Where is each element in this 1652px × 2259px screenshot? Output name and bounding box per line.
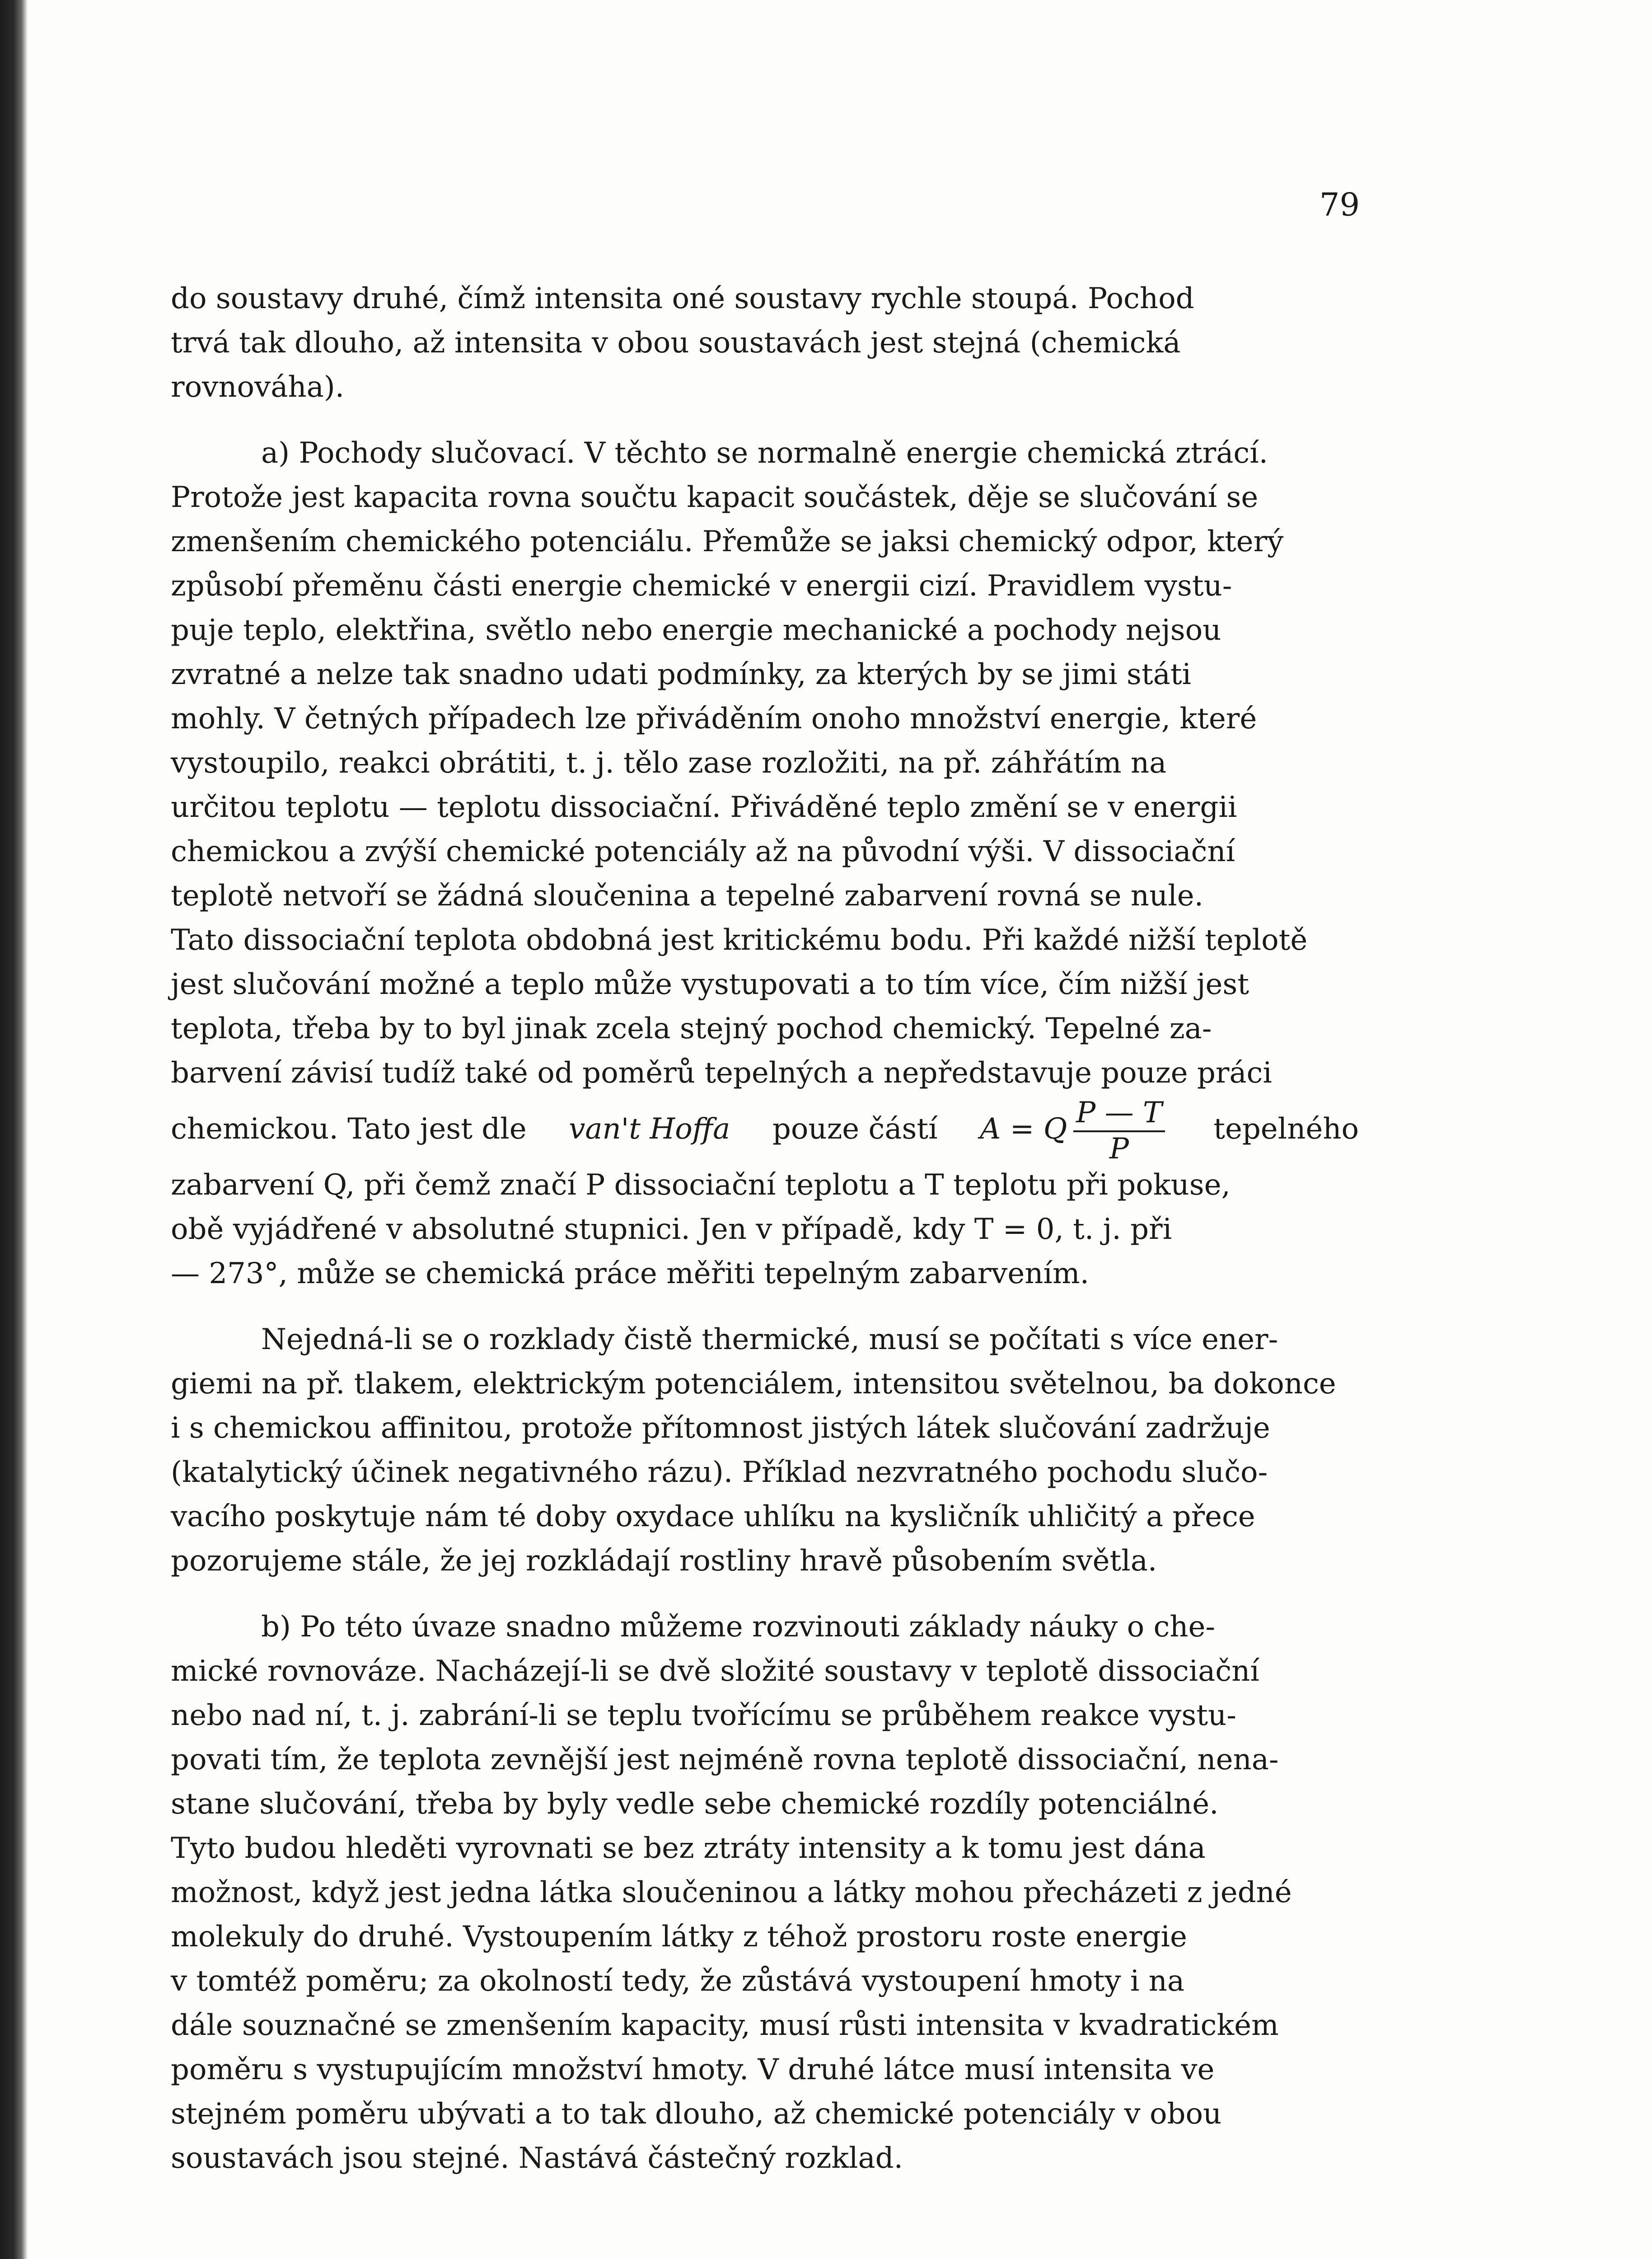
text-line: molekuly do druhé. Vystoupením látky z téhož prostoru roste energie: [171, 1920, 1187, 1954]
paragraph-gap: [171, 1296, 1359, 1317]
text-line: (katalytický účinek negativného rázu). Příklad nezvratného pochodu slučo-: [171, 1456, 1268, 1489]
text-line: dále souznačné se zmenšením kapacity, musí růsti intensita v kvadratickém: [171, 2009, 1279, 2042]
text-line: stane slučování, třeba by byly vedle sebe chemické rozdíly potenciálné.: [171, 1787, 1219, 1821]
paragraph: [171, 277, 1359, 409]
text-line: teplota, třeba by to byl jinak zcela stejný pochod chemický. Tepelné za-: [171, 1012, 1212, 1045]
page-number: 79: [1319, 186, 1360, 223]
text-line: i s chemickou affinitou, protože přítomnost jistých látek slučování zadržuje: [171, 1411, 1270, 1445]
text-line: zvratné a nelze tak snadno udati podmínky, za kterých by se jimi státi: [171, 658, 1191, 691]
fraction-numerator: P — T: [1073, 1098, 1165, 1132]
text-line: vacího poskytuje nám té doby oxydace uhlíku na kysličník uhličitý a přece: [171, 1500, 1255, 1533]
text-line: — 273°, může se chemická práce měřiti tepelným zabarvením.: [171, 1257, 1089, 1290]
text-line: jest slučování možné a teplo může vystupovati a to tím více, čím nižší jest: [171, 968, 1249, 1001]
text-line: mické rovnováze. Nacházejí-li se dvě složité soustavy v teplotě dissociační: [171, 1654, 1259, 1688]
text-line: Tato dissociační teplota obdobná jest kritickému bodu. Při každé nižší teplotě: [171, 923, 1308, 957]
text-line: b) Po této úvaze snadno můžeme rozvinouti základy náuky o che-: [261, 1610, 1215, 1644]
text-line: rovnováha).: [171, 370, 345, 404]
formula-line: [171, 1095, 1359, 1166]
text-line: povati tím, že teplota zevnější jest nejméně rovna teplotě dissociační, nena-: [171, 1743, 1279, 1776]
scan-left-edge: [0, 0, 28, 2259]
formula: [980, 1095, 1171, 1166]
paragraph: [171, 1605, 1359, 2180]
text-line: určitou teplotu — teplotu dissociační. Přiváděné teplo změní se v energii: [171, 791, 1237, 824]
text-line: chemickou a zvýší chemické potenciály až na původní výši. V dissociační: [171, 835, 1235, 868]
formula-lhs: A = Q: [980, 1112, 1067, 1146]
formula-fraction: [1073, 1098, 1165, 1164]
text-line: barvení závisí tudíž také od poměrů tepelných a nepředstavuje pouze práci: [171, 1056, 1272, 1090]
text-line: zmenšením chemického potenciálu. Přemůže se jaksi chemický odpor, který: [171, 525, 1284, 558]
text-line: poměru s vystupujícím množství hmoty. V druhé látce musí intensita ve: [171, 2053, 1215, 2086]
formula-text-after: tepelného: [1213, 1112, 1359, 1146]
text-line: stejném poměru ubývati a to tak dlouho, až chemické potenciály v obou: [171, 2097, 1222, 2131]
text-line: obě vyjádřené v absolutné stupnici. Jen v případě, kdy T = 0, t. j. při: [171, 1213, 1172, 1246]
fraction-denominator: P: [1109, 1132, 1129, 1166]
text-line: vystoupilo, reakci obrátiti, t. j. tělo zase rozložiti, na př. záhřátím na: [171, 746, 1167, 780]
text-line: Protože jest kapacita rovna součtu kapacit součástek, děje se slučování se: [171, 481, 1259, 514]
text-line: puje teplo, elektřina, světlo nebo energie mechanické a pochody nejsou: [171, 614, 1221, 647]
text-line: Nejedná-li se o rozklady čistě thermické, musí se počítati s více ener-: [261, 1323, 1278, 1356]
text-line: pozorujeme stále, že jej rozkládají rostliny hravě působením světla.: [171, 1544, 1157, 1578]
formula-text-middle: pouze částí: [772, 1112, 938, 1146]
text-line: nebo nad ní, t. j. zabrání-li se teplu tvořícímu se průběhem reakce vystu-: [171, 1699, 1236, 1732]
text-block: [171, 277, 1359, 2180]
text-line: zabarvení Q, při čemž značí P dissociační teplotu a T teplotu při pokuse,: [171, 1168, 1231, 1202]
formula-text-before: chemickou. Tato jest dle: [171, 1112, 527, 1146]
paragraph-gap: [171, 1583, 1359, 1605]
text-line: soustavách jsou stejné. Nastává částečný rozklad.: [171, 2142, 903, 2175]
text-line: v tomtéž poměru; za okolností tedy, že zůstává vystoupení hmoty i na: [171, 1964, 1185, 1998]
text-line: a) Pochody slučovací. V těchto se normalně energie chemická ztrácí.: [261, 436, 1268, 470]
text-line: Tyto budou hleděti vyrovnati se bez ztráty intensity a k tomu jest dána: [171, 1832, 1206, 1865]
text-line: trvá tak dlouho, až intensita v obou soustavách jest stejná (chemická: [171, 326, 1181, 360]
paragraph: [171, 1317, 1359, 1583]
text-line: do soustavy druhé, čímž intensita oné soustavy rychle stoupá. Pochod: [171, 282, 1194, 315]
author-name: van't Hoffa: [569, 1112, 730, 1146]
text-line: možnost, když jest jedna látka sloučeninou a látky mohou přecházeti z jedné: [171, 1876, 1292, 1909]
paragraph: [171, 431, 1359, 1296]
paragraph-gap: [171, 409, 1359, 431]
text-line: giemi na př. tlakem, elektrickým potenciálem, intensitou světelnou, ba dokonce: [171, 1367, 1336, 1401]
text-line: teplotě netvoří se žádná sloučenina a tepelné zabarvení rovná se nule.: [171, 879, 1203, 913]
text-line: mohly. V četných případech lze přiváděním onoho množství energie, které: [171, 702, 1257, 736]
text-line: způsobí přeměnu části energie chemické v energii cizí. Pravidlem vystu-: [171, 569, 1232, 603]
